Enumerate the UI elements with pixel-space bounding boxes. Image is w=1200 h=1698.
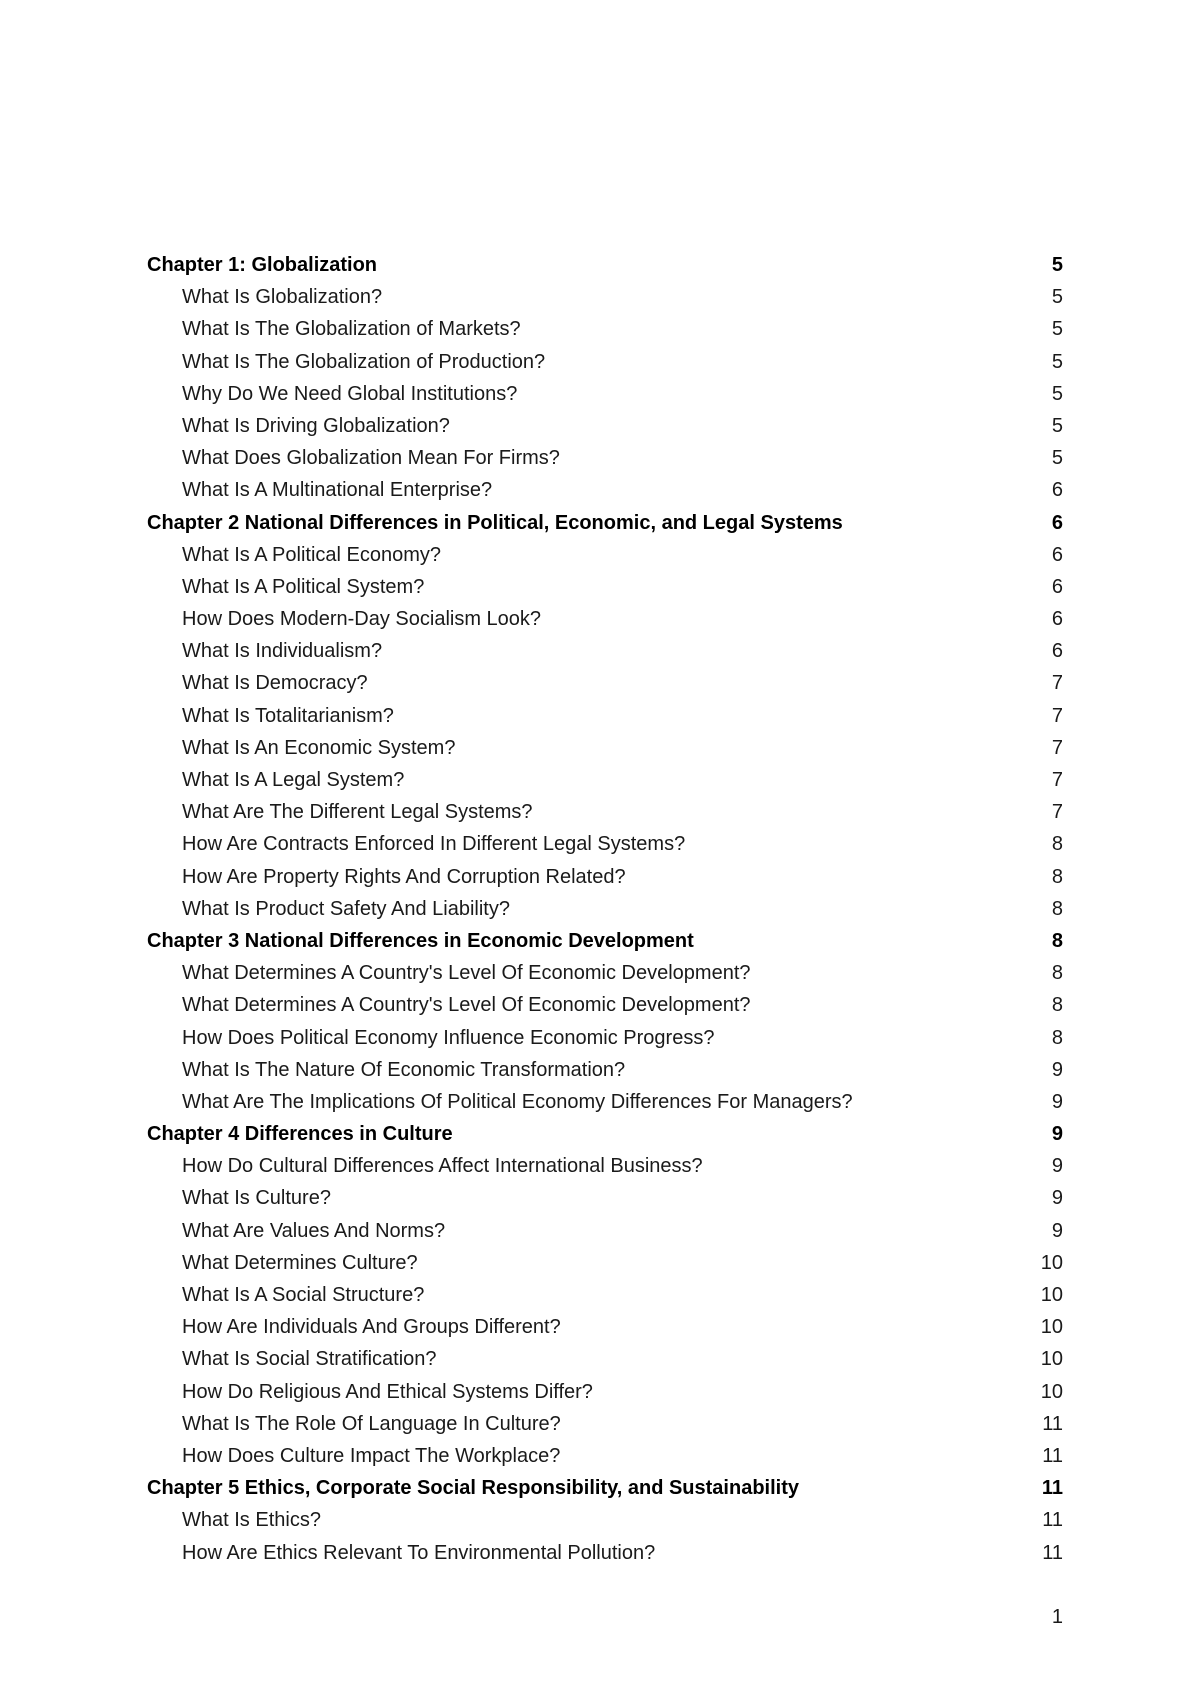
toc-entry-title: What Is The Globalization of Markets? <box>182 318 521 341</box>
toc-entry-page-number: 11 <box>1041 1477 1063 1500</box>
toc-entry-page-number: 6 <box>1051 575 1063 598</box>
toc-section-entry <box>147 281 1063 313</box>
toc-entry-page-number: 7 <box>1051 672 1063 695</box>
toc-section-entry <box>147 957 1063 989</box>
toc-entry-title: Chapter 4 Differences in Culture <box>147 1123 453 1146</box>
toc-entry-page-number: 5 <box>1051 350 1063 373</box>
toc-entry-title: What Determines A Country's Level Of Economic Development? <box>182 962 751 985</box>
toc-entry-title: What Is Ethics? <box>182 1509 321 1532</box>
toc-section-entry <box>147 764 1063 796</box>
toc-entry-title: What Is A Political System? <box>182 575 425 598</box>
toc-section-entry <box>147 1279 1063 1311</box>
toc-section-entry <box>147 1408 1063 1440</box>
toc-entry-title: Chapter 1: Globalization <box>147 254 378 276</box>
toc-section-entry <box>147 571 1063 603</box>
toc-entry-title: How Are Ethics Relevant To Environmental Pollution? <box>182 1541 656 1564</box>
toc-entry-title: What Is A Social Structure? <box>182 1284 425 1306</box>
toc-section-entry <box>147 346 1063 378</box>
toc-entry-title: What Is Totalitarianism? <box>182 704 394 727</box>
toc-section-entry <box>147 410 1063 442</box>
toc-section-entry <box>147 667 1063 699</box>
toc-entry-page-number: 10 <box>1040 1251 1063 1274</box>
toc-entry-title: What Is Individualism? <box>182 640 383 663</box>
toc-section-entry <box>147 1182 1063 1214</box>
table-of-contents <box>147 249 1063 1569</box>
toc-entry-title: What Does Globalization Mean For Firms? <box>182 447 560 470</box>
toc-section-entry <box>147 989 1063 1021</box>
toc-entry-page-number: 10 <box>1040 1284 1063 1306</box>
toc-entry-title: What Is Culture? <box>182 1187 331 1210</box>
toc-section-entry <box>147 1311 1063 1343</box>
toc-entry-page-number: 8 <box>1051 897 1063 920</box>
toc-section-entry <box>147 539 1063 571</box>
toc-section-entry <box>147 313 1063 345</box>
toc-entry-title: What Is Democracy? <box>182 672 368 695</box>
toc-entry-title: What Is The Role Of Language In Culture? <box>182 1412 561 1435</box>
toc-entry-title: What Are The Implications Of Political Economy Differences For Managers? <box>182 1090 853 1113</box>
toc-entry-page-number: 5 <box>1051 318 1063 341</box>
toc-entry-page-number: 10 <box>1040 1348 1063 1371</box>
toc-entry-page-number: 6 <box>1051 479 1063 502</box>
toc-section-entry <box>147 635 1063 667</box>
toc-entry-page-number: 6 <box>1051 640 1063 663</box>
toc-entry-title: What Is A Political Economy? <box>182 543 442 566</box>
toc-entry-page-number: 11 <box>1042 1509 1063 1532</box>
toc-section-entry <box>147 1086 1063 1118</box>
toc-entry-title: What Determines A Country's Level Of Economic Development? <box>182 994 751 1017</box>
toc-entry-title: How Does Modern-Day Socialism Look? <box>182 608 542 631</box>
toc-entry-page-number: 7 <box>1051 801 1063 824</box>
toc-section-entry <box>147 1537 1063 1569</box>
toc-chapter-entry <box>147 1472 1063 1504</box>
toc-section-entry <box>147 1504 1063 1536</box>
toc-section-entry <box>147 893 1063 925</box>
toc-entry-page-number: 6 <box>1051 511 1063 534</box>
toc-entry-page-number: 7 <box>1051 704 1063 727</box>
toc-entry-title: What Is Social Stratification? <box>182 1348 437 1371</box>
toc-entry-page-number: 8 <box>1051 962 1063 985</box>
toc-entry-page-number: 9 <box>1051 1090 1063 1113</box>
toc-entry-title: Chapter 5 Ethics, Corporate Social Responsibility, and Sustainability <box>147 1477 799 1500</box>
toc-chapter-entry <box>147 507 1063 539</box>
toc-entry-title: What Is An Economic System? <box>182 736 456 759</box>
toc-section-entry <box>147 1376 1063 1408</box>
toc-entry-page-number: 8 <box>1051 833 1063 856</box>
toc-section-entry <box>147 603 1063 635</box>
toc-entry-page-number: 6 <box>1051 543 1063 566</box>
toc-entry-page-number: 7 <box>1051 736 1063 759</box>
toc-entry-page-number: 5 <box>1051 382 1063 405</box>
toc-entry-title: How Are Property Rights And Corruption Related? <box>182 865 626 888</box>
toc-entry-title: How Do Cultural Differences Affect International Business? <box>182 1155 703 1178</box>
toc-entry-page-number: 5 <box>1051 286 1063 309</box>
toc-section-entry <box>147 442 1063 474</box>
toc-section-entry <box>147 474 1063 506</box>
toc-entry-page-number: 6 <box>1051 608 1063 631</box>
toc-entry-page-number: 10 <box>1040 1316 1063 1339</box>
toc-entry-title: What Is The Globalization of Production? <box>182 350 546 373</box>
toc-section-entry <box>147 1054 1063 1086</box>
toc-section-entry <box>147 700 1063 732</box>
toc-entry-title: How Are Contracts Enforced In Different Legal Systems? <box>182 833 686 856</box>
toc-entry-title: What Is Driving Globalization? <box>182 414 450 437</box>
toc-entry-page-number: 11 <box>1042 1412 1063 1435</box>
toc-entry-page-number: 8 <box>1051 865 1063 888</box>
toc-section-entry <box>147 378 1063 410</box>
toc-chapter-entry <box>147 1118 1063 1150</box>
toc-entry-title: What Is Product Safety And Liability? <box>182 897 510 920</box>
toc-section-entry <box>147 1215 1063 1247</box>
toc-section-entry <box>147 796 1063 828</box>
toc-entry-page-number: 8 <box>1051 1026 1063 1049</box>
toc-entry-title: What Determines Culture? <box>182 1251 418 1274</box>
toc-entry-title: What Are The Different Legal Systems? <box>182 801 533 824</box>
toc-entry-page-number: 5 <box>1051 414 1063 437</box>
toc-section-entry <box>147 1150 1063 1182</box>
toc-entry-title: What Are Values And Norms? <box>182 1219 446 1242</box>
toc-entry-title: What Is Globalization? <box>182 286 383 309</box>
toc-entry-title: Chapter 2 National Differences in Political, Economic, and Legal Systems <box>147 511 843 534</box>
page-number: 1 <box>1051 1606 1063 1628</box>
toc-section-entry <box>147 1022 1063 1054</box>
toc-entry-page-number: 9 <box>1051 1219 1063 1242</box>
toc-entry-title: What Is A Multinational Enterprise? <box>182 479 493 502</box>
toc-section-entry <box>147 1440 1063 1472</box>
toc-entry-page-number: 9 <box>1051 1187 1063 1210</box>
toc-entry-page-number: 9 <box>1051 1123 1063 1146</box>
toc-entry-page-number: 7 <box>1051 769 1063 791</box>
toc-chapter-entry <box>147 925 1063 957</box>
toc-entry-page-number: 9 <box>1051 1058 1063 1081</box>
toc-entry-page-number: 10 <box>1040 1380 1063 1403</box>
toc-section-entry <box>147 1247 1063 1279</box>
toc-entry-page-number: 11 <box>1042 1541 1063 1564</box>
toc-entry-title: Chapter 3 National Differences in Economic Development <box>147 929 694 952</box>
toc-entry-title: How Does Culture Impact The Workplace? <box>182 1444 561 1467</box>
toc-entry-title: How Does Political Economy Influence Economic Progress? <box>182 1026 715 1049</box>
toc-chapter-entry <box>147 249 1063 281</box>
toc-section-entry <box>147 861 1063 893</box>
toc-section-entry <box>147 732 1063 764</box>
toc-entry-title: What Is The Nature Of Economic Transformation? <box>182 1058 626 1081</box>
toc-section-entry <box>147 1343 1063 1375</box>
toc-entry-page-number: 8 <box>1051 929 1063 952</box>
toc-section-entry <box>147 828 1063 860</box>
toc-entry-title: How Are Individuals And Groups Different? <box>182 1316 561 1339</box>
toc-entry-page-number: 5 <box>1051 254 1063 276</box>
toc-entry-page-number: 11 <box>1042 1444 1063 1467</box>
toc-entry-title: How Do Religious And Ethical Systems Differ? <box>182 1380 593 1403</box>
toc-entry-page-number: 8 <box>1051 994 1063 1017</box>
toc-entry-title: Why Do We Need Global Institutions? <box>182 382 518 405</box>
toc-entry-title: What Is A Legal System? <box>182 769 405 791</box>
toc-entry-page-number: 9 <box>1051 1155 1063 1178</box>
toc-entry-page-number: 5 <box>1051 447 1063 470</box>
